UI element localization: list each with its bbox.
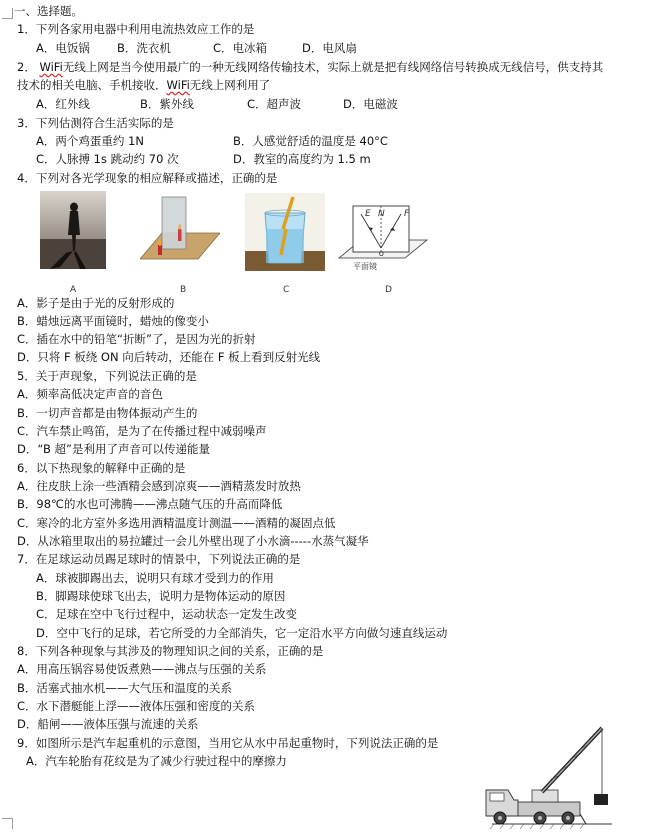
q2-stem-text2: 技术的相关电脑、手机接收．	[17, 78, 167, 92]
q7-option-a: A．球被脚踢出去，说明只有球才受到力的作用	[36, 571, 274, 585]
question-4-stem: 4．下列对各光学现象的相应解释或描述，正确的是	[17, 171, 278, 185]
crane-truck-figure	[478, 722, 618, 830]
question-5-stem: 5．关于声现象，下列说法正确的是	[17, 369, 197, 383]
q2-wifi-term2: WiFi	[166, 78, 190, 92]
q2-stem-text3: 无线上网利用了	[189, 78, 271, 92]
question-2-stem-line2	[17, 76, 270, 94]
figure-b-label: B	[180, 285, 187, 295]
q4-option-d: D．只将 F 板绕 ON 向后转动，还能在 F 板上看到反射光线	[17, 350, 321, 364]
question-1-stem: 1．下列各家用电器中利用电流热效应工作的是	[17, 22, 255, 36]
question-3-stem: 3．下列估测符合生活实际的是	[17, 116, 174, 130]
q2-option-a: A．红外线	[36, 97, 90, 111]
q6-option-d: D．从冰箱里取出的易拉罐过一会儿外壁出现了小水滴-----水蒸气凝华	[17, 534, 369, 548]
q2-option-b: B．紫外线	[140, 97, 194, 111]
q2-option-d: D．电磁波	[343, 97, 398, 111]
q4-option-a: A．影子是由于光的反射形成的	[17, 296, 175, 310]
figure-c-pencil-water	[245, 193, 325, 271]
q1-option-b: B．洗衣机	[117, 41, 171, 55]
page-corner-mark	[2, 8, 13, 19]
q8-option-a: A．用高压锅容易使饭煮熟——沸点与压强的关系	[17, 662, 267, 676]
q6-option-a: A．往皮肤上涂一些酒精会感到凉爽——酒精蒸发时放热	[17, 479, 301, 493]
q5-option-b: B．一切声音都是由物体振动产生的	[17, 406, 198, 420]
figure-d-label-f: F	[404, 209, 410, 219]
q5-option-a: A．频率高低决定声音的音色	[17, 387, 163, 401]
q4-option-c: C．插在水中的铅笔“折断”了，是因为光的折射	[17, 332, 256, 346]
figure-b-candle-mirror	[140, 193, 220, 271]
figure-d-label: D	[385, 285, 392, 295]
q2-stem-text: 无线上网是当今使用最广的一种无线网络传输技术，实际上就是把有线网络信号转换成无线信号，供支持其	[62, 60, 604, 74]
q7-option-d: D．空中飞行的足球，若它所受的力全部消失，它一定沿水平方向做匀速直线运动	[36, 626, 448, 640]
page-corner-mark	[2, 818, 13, 829]
figure-d-point-o: O	[379, 251, 384, 258]
q8-option-d: D．船闸——液体压强与流速的关系	[17, 717, 199, 731]
q6-option-c: C．寒冷的北方室外多选用酒精温度计测温——酒精的凝固点低	[17, 516, 336, 530]
q3-option-c: C．人脉搏 1s 跳动约 70 次	[36, 152, 179, 166]
q2-wifi-term: WiFi	[39, 60, 63, 74]
q3-option-a: A．两个鸡蛋重约 1N	[36, 134, 144, 148]
q8-option-b: B．活塞式抽水机——大气压和温度的关系	[17, 681, 232, 695]
question-7-stem: 7．在足球运动员踢足球时的情景中，下列说法正确的是	[17, 552, 301, 566]
figure-c-label: C	[283, 285, 290, 295]
q1-option-d: D．电风扇	[302, 41, 357, 55]
question-9-stem: 9．如图所示是汽车起重机的示意图，当用它从水中吊起重物时，下列说法正确的是	[17, 736, 439, 750]
q5-option-c: C．汽车禁止鸣笛，是为了在传播过程中减弱噪声	[17, 424, 267, 438]
q7-option-b: B．脚踢球使球飞出去，说明力是物体运动的原因	[36, 589, 286, 603]
question-8-stem: 8．下列各种现象与其涉及的物理知识之间的关系，正确的是	[17, 644, 324, 658]
figure-a-label: A	[70, 285, 77, 295]
figure-d-label-e: E	[365, 209, 371, 219]
figure-a-shadow-photo	[40, 191, 106, 269]
q2-option-c: C．超声波	[247, 97, 302, 111]
q8-option-c: C．水下潜艇能上浮——液体压强和密度的关系	[17, 699, 256, 713]
figure-d-mirror-label: 平面镜	[353, 262, 377, 271]
q9-option-a: A．汽车轮胎有花纹是为了减少行驶过程中的摩擦力	[26, 754, 287, 768]
q1-option-c: C．电冰箱	[213, 41, 268, 55]
question-2-stem-line1	[17, 58, 603, 76]
q2-number: 2．	[17, 60, 40, 74]
q7-option-c: C．足球在空中飞行过程中，运动状态一定发生改变	[36, 607, 298, 621]
q3-option-b: B．人感觉舒适的温度是 40°C	[233, 134, 388, 148]
section-title: 一、选择题。	[14, 4, 83, 18]
figure-d-label-n: N	[378, 209, 385, 219]
q5-option-d: D．“B 超”是利用了声音可以传递能量	[17, 442, 210, 456]
q4-option-b: B．蜡烛远离平面镜时，蜡烛的像变小	[17, 314, 209, 328]
q1-option-a: A．电饭锅	[36, 41, 90, 55]
q6-option-b: B．98℃的水也可沸腾——沸点随气压的升高而降低	[17, 497, 283, 511]
q3-option-d: D．教室的高度约为 1.5 m	[233, 152, 371, 166]
question-6-stem: 6．以下热现象的解释中正确的是	[17, 461, 186, 475]
